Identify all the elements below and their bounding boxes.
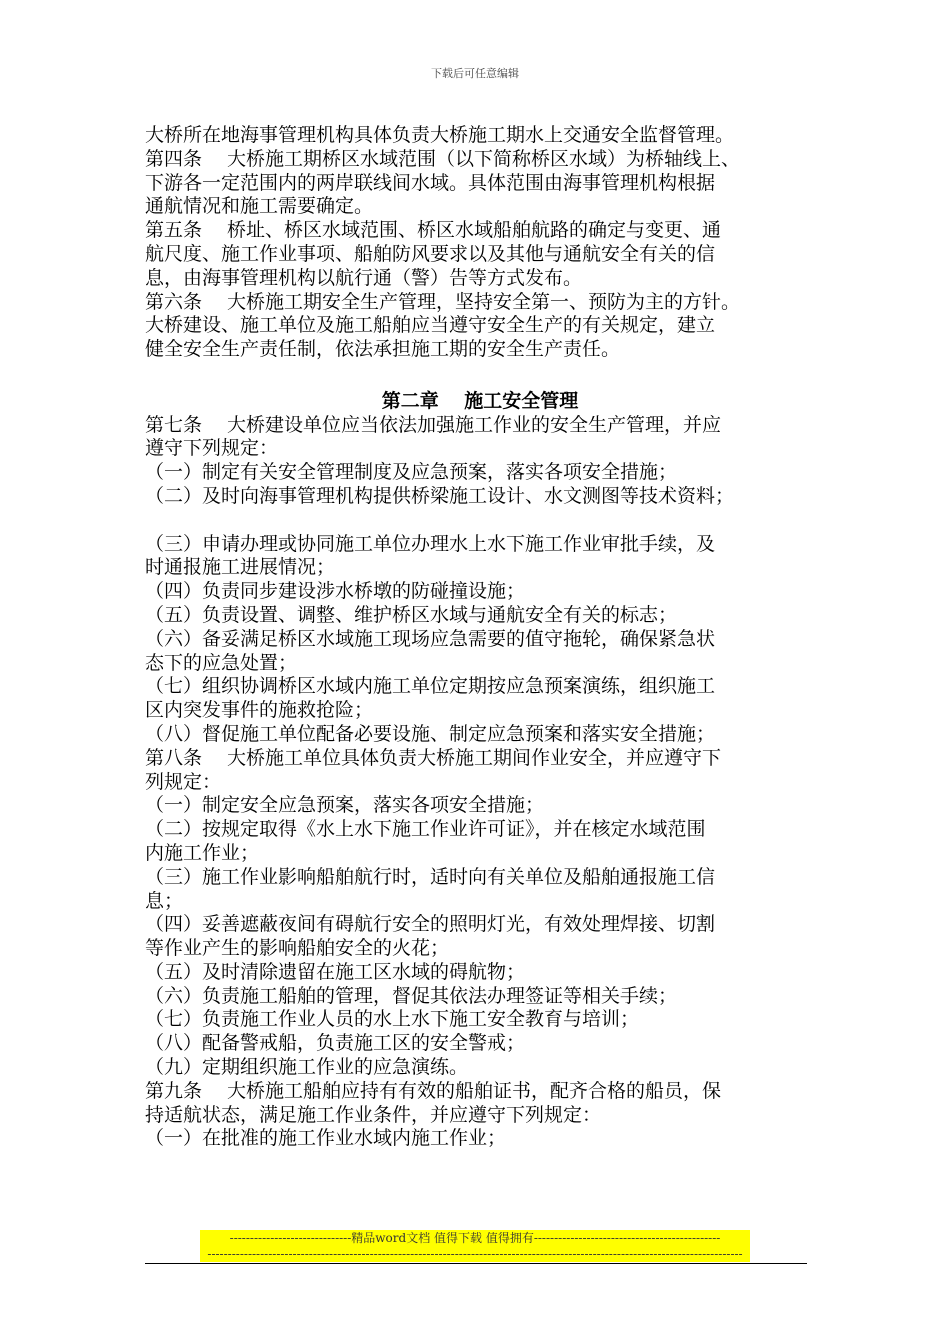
text-line: （一）制定安全应急预案，落实各项安全措施；: [145, 794, 545, 817]
text-line: （二）及时向海事管理机构提供桥梁施工设计、水文测图等技术资料；: [145, 484, 735, 507]
text-line: 区内突发事件的施救抢险；: [145, 699, 374, 722]
text-line: 健全安全生产责任制，依法承担施工期的安全生产责任。: [145, 338, 621, 361]
text-line: 列规定：: [145, 770, 222, 793]
text-line: 通航情况和施工需要确定。: [145, 195, 374, 218]
paragraph-block-3: [145, 533, 815, 1152]
blank-line: [145, 509, 815, 533]
text-line: 第七条 大桥建设单位应当依法加强施工作业的安全生产管理，并应: [145, 413, 722, 436]
text-line: （九）定期组织施工作业的应急演练。: [145, 1056, 469, 1079]
text-line: （七）负责施工作业人员的水上水下施工安全教育与培训；: [145, 1008, 640, 1031]
text-line: 第四条 大桥施工期桥区水域范围（以下简称桥区水域）为桥轴线上、: [145, 147, 741, 170]
text-line: （四）妥善遮蔽夜间有碍航行安全的照明灯光，有效处理焊接、切割: [145, 913, 716, 936]
text-line: （一）在批准的施工作业水域内施工作业；: [145, 1127, 507, 1150]
footer-rule: [145, 1263, 807, 1264]
text-line: （六）备妥满足桥区水域施工现场应急需要的值守拖轮，确保紧急状: [145, 627, 716, 650]
footer-banner: ------------------------------精品word文档 值得下载 值得拥有----------------------------------------------: [200, 1230, 750, 1246]
text-line: 息；: [145, 889, 184, 912]
paragraph-block-1: [145, 124, 815, 362]
text-line: 大桥建设、施工单位及施工船舶应当遵守安全生产的有关规定，建立: [145, 314, 716, 337]
text-line: 下游各一定范围内的两岸联线间水域。具体范围由海事管理机构根据: [145, 171, 716, 194]
text-line: （六）负责施工船舶的管理，督促其依法办理签证等相关手续；: [145, 984, 678, 1007]
text-line: 等作业产生的影响船舶安全的火花；: [145, 937, 450, 960]
text-line: 息，由海事管理机构以航行通（警）告等方式发布。: [145, 266, 583, 289]
text-line: （一）制定有关安全管理制度及应急预案，落实各项安全措施；: [145, 461, 678, 484]
text-line: 第五条 桥址、桥区水域范围、桥区水域船舶航路的确定与变更、通: [145, 219, 722, 242]
text-line: （三）申请办理或协同施工单位办理水上水下施工作业审批手续，及: [145, 532, 716, 555]
text-line: （八）督促施工单位配备必要设施、制定应急预案和落实安全措施；: [145, 722, 716, 745]
text-line: 第九条 大桥施工船舶应持有有效的船舶证书，配齐合格的船员，保: [145, 1079, 722, 1102]
text-line: 大桥所在地海事管理机构具体负责大桥施工期水上交通安全监督管理。: [145, 124, 735, 146]
document-body: [145, 124, 815, 1151]
text-line: （五）及时清除遗留在施工区水域的碍航物；: [145, 960, 526, 983]
text-line: （七）组织协调桥区水域内施工单位定期按应急预案演练，组织施工: [145, 675, 716, 698]
footer-banner-dashes: ------------------------------------------------------------------------------------------------------------------------------------: [200, 1246, 750, 1262]
page-header-note: 下载后可任意编辑: [431, 67, 519, 80]
text-line: 遵守下列规定：: [145, 437, 279, 460]
text-line: （五）负责设置、调整、维护桥区水域与通航安全有关的标志；: [145, 603, 678, 626]
blank-line: [145, 362, 815, 386]
paragraph-block-2: [145, 414, 815, 509]
text-line: 第八条 大桥施工单位具体负责大桥施工期间作业安全，并应遵守下: [145, 746, 722, 769]
text-line: 航尺度、施工作业事项、船舶防风要求以及其他与通航安全有关的信: [145, 242, 716, 265]
text-line: 时通报施工进展情况；: [145, 556, 336, 579]
text-line: （二）按规定取得《水上水下施工作业许可证》，并在核定水域范围: [145, 818, 706, 841]
text-line: 内施工作业；: [145, 841, 260, 864]
chapter-title: 第二章 施工安全管理: [381, 389, 579, 412]
text-line: （四）负责同步建设涉水桥墩的防碰撞设施；: [145, 580, 526, 603]
text-line: 第六条 大桥施工期安全生产管理，坚持安全第一、预防为主的方针。: [145, 290, 741, 313]
text-line: （三）施工作业影响船舶航行时，适时向有关单位及船舶通报施工信: [145, 865, 716, 888]
text-line: 持适航状态，满足施工作业条件，并应遵守下列规定：: [145, 1103, 602, 1126]
text-line: 态下的应急处置；: [145, 651, 298, 674]
text-line: （八）配备警戒船，负责施工区的安全警戒；: [145, 1032, 526, 1055]
